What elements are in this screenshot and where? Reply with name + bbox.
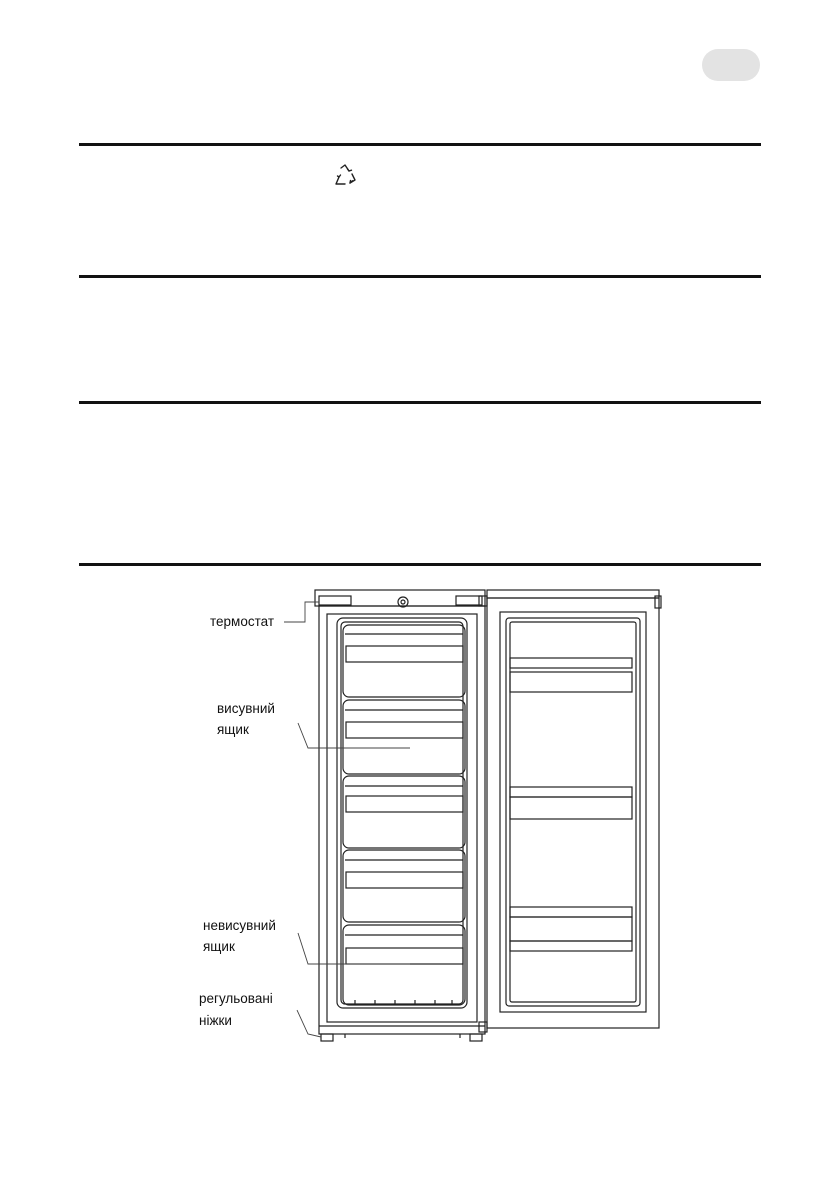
section-divider-1 (79, 143, 761, 146)
label-drawer-line1: висувний (217, 701, 275, 716)
foot-right (470, 1034, 482, 1041)
label-feet-line2: ніжки (199, 1013, 232, 1028)
leader-drawer (298, 723, 410, 748)
page-number-badge (702, 49, 760, 81)
cabinet-body (319, 606, 485, 1034)
freezer-diagram (180, 582, 670, 1052)
label-thermostat: термостат (210, 614, 275, 629)
inner-liner (337, 618, 467, 1008)
drawer-3 (343, 776, 465, 848)
foot-left (321, 1034, 333, 1041)
label-fixed-drawer-line1: невисувний (203, 918, 276, 933)
top-panel-right-slot (456, 596, 482, 605)
fixed-drawer (343, 925, 465, 1005)
label-fixed-drawer-line2: ящик (203, 939, 235, 954)
hinge-bottom (479, 1022, 487, 1032)
drawer-4 (343, 850, 465, 922)
drawer-2 (343, 700, 465, 774)
drawer-1 (343, 625, 465, 697)
label-feet-line1: регульовані (199, 991, 273, 1006)
label-drawer-line2: ящик (217, 722, 249, 737)
cabinet-inner (327, 614, 477, 1022)
leader-feet (297, 1010, 321, 1037)
top-panel-left-slot (319, 596, 351, 605)
section-divider-2 (79, 275, 761, 278)
leader-thermostat (284, 602, 319, 622)
recycle-icon (333, 163, 357, 187)
section-divider-3 (79, 401, 761, 404)
section-divider-4 (79, 563, 761, 566)
open-door (487, 590, 661, 1028)
